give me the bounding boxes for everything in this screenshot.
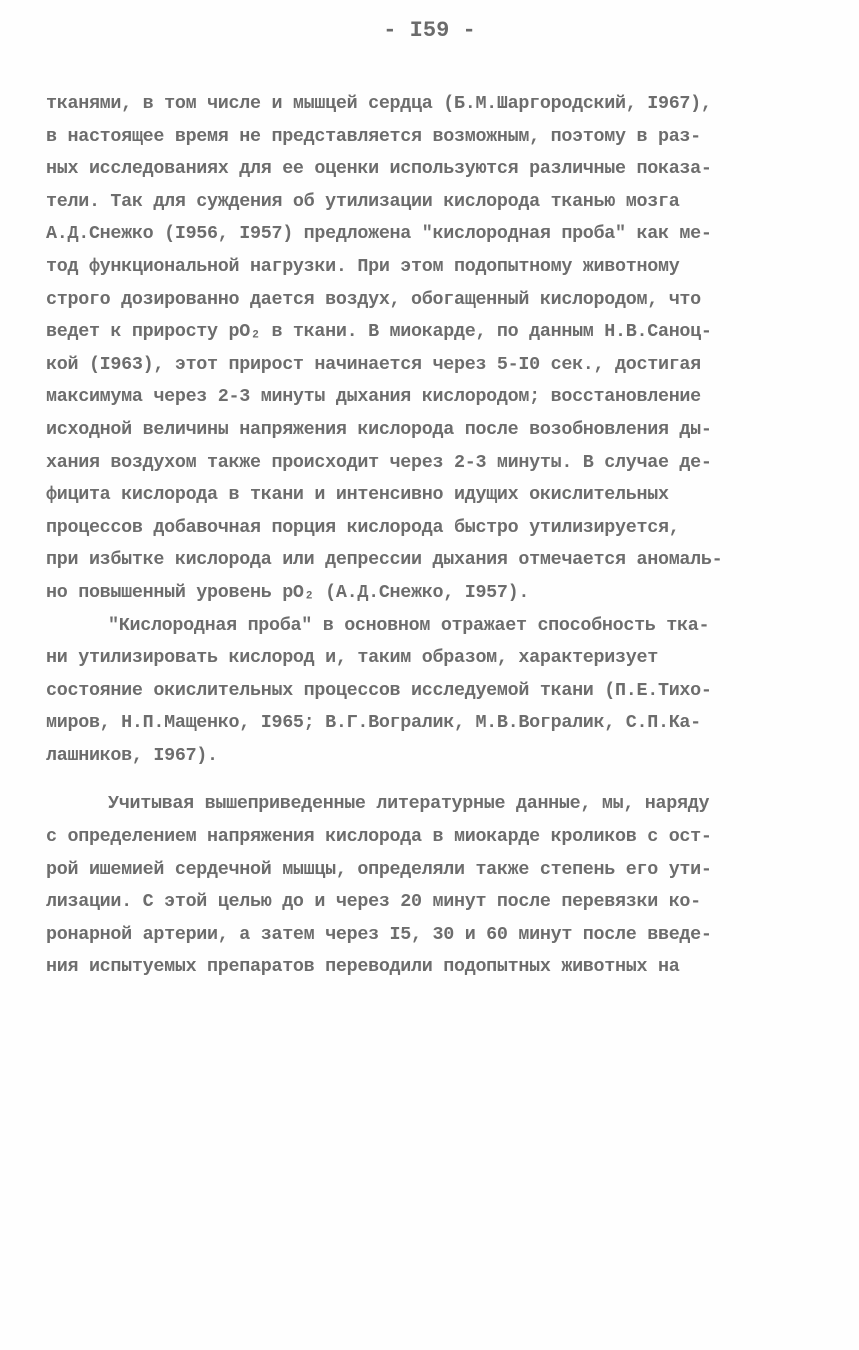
- text-line: лизации. С этой целью до и через 20 минут после перевязки ко-: [46, 891, 701, 913]
- text-line: А.Д.Снежко (I956, I957) предложена "кислородная проба" как ме-: [46, 223, 712, 245]
- paragraph-spacing: [46, 772, 816, 788]
- text-line: кой (I963), этот прирост начинается через 5-I0 сек., достигая: [46, 353, 701, 375]
- text-line: ния испытуемых препаратов переводили подопытных животных на: [46, 956, 680, 978]
- text-line: "Кислородная проба" в основном отражает способность тка-: [108, 614, 710, 636]
- text-line: строго дозированно дается воздух, обогащенный кислородом, что: [46, 288, 701, 310]
- text-line: ведет к приросту pO₂ в ткани. В миокарде, по данным Н.В.Саноц-: [46, 321, 712, 343]
- paragraph-3: [46, 788, 816, 984]
- text-line: Учитывая вышеприведенные литературные данные, мы, наряду: [108, 793, 710, 815]
- text-line: тели. Так для суждения об утилизации кислорода тканью мозга: [46, 190, 680, 212]
- text-line: в настоящее время не представляется возможным, поэтому в раз-: [46, 125, 701, 147]
- text-line: при избытке кислорода или депрессии дыхания отмечается аномаль-: [46, 549, 723, 571]
- page-number: - I59 -: [383, 18, 476, 43]
- text-line: максимума через 2-3 минуты дыхания кислородом; восстановление: [46, 386, 701, 408]
- text-line: исходной величины напряжения кислорода после возобновления ды-: [46, 418, 712, 440]
- text-line: лашников, I967).: [46, 744, 218, 766]
- text-line: фицита кислорода в ткани и интенсивно идущих окислительных: [46, 484, 669, 506]
- text-line: тод функциональной нагрузки. При этом подопытному животному: [46, 255, 680, 277]
- text-line: ни утилизировать кислород и, таким образом, характеризует: [46, 647, 658, 669]
- text-line: состояние окислительных процессов исследуемой ткани (П.Е.Тихо-: [46, 679, 712, 701]
- paragraph-2: [46, 610, 816, 773]
- text-line: рой ишемией сердечной мышцы, определяли также степень его ути-: [46, 858, 712, 880]
- text-line: ронарной артерии, а затем через I5, 30 и 60 минут после введе-: [46, 923, 712, 945]
- text-line: миров, Н.П.Мащенко, I965; В.Г.Вогралик, М.В.Вогралик, С.П.Ка-: [46, 712, 701, 734]
- text-line: тканями, в том числе и мышцей сердца (Б.М.Шаргородский, I967),: [46, 93, 712, 114]
- text-line: с определением напряжения кислорода в миокарде кроликов с ост-: [46, 826, 712, 848]
- paragraph-1: [46, 88, 816, 610]
- text-line: хания воздухом также происходит через 2-3 минуты. В случае де-: [46, 451, 712, 473]
- text-line: процессов добавочная порция кислорода быстро утилизируется,: [46, 516, 680, 538]
- body-text: [46, 88, 816, 984]
- text-line: но повышенный уровень pO₂ (А.Д.Снежко, I957).: [46, 581, 530, 603]
- text-line: ных исследованиях для ее оценки используются различные показа-: [46, 158, 712, 180]
